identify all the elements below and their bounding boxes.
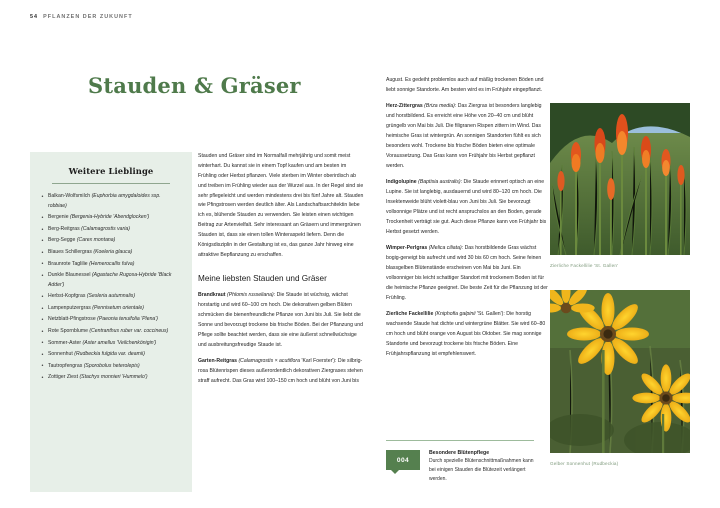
plant-entry-name: Brandkraut (198, 292, 227, 299)
plant-entry (198, 357, 366, 387)
intro-paragraph: Stauden und Gräser sind im Normalfall mehrjährig und somit meist winterhart. Du kannst sie in einem Topf kaufen und am besten im Frühling oder Herbst pflanzen. Viele sterben im Winter oberirdisch ab und treiben im Frühling wieder aus der Wurzel aus. In der Regel sind sie sehr pflegeleicht und werden mindestens drei bis fünf Jahre alt. Stauden wie Pfingstrosen werden deutlich älter. Als Landschaftsarchitektin liebe ich es, blühende Stauden zu verwenden. Sie leisten einen wichtigen Beitrag zur Artenvielfalt. Sehr interessant an Gräsern und immergrünen Stauden ist, dass sie einen tollen Winteraspekt liefern. Denn die Königsdisziplin in der Gestaltung ist es, das ganze Jahr hinweg eine attraktive Bepflanzung zu erschaffen. (198, 153, 364, 258)
plant-entry (386, 310, 548, 359)
tip-number-badge: 004 (386, 450, 420, 470)
continuation-paragraph: August. Es gedeiht problemlos auch auf mäßig trockenen Böden und liebt sonnige Standorte. Am besten wird es im Frühjahr eingepflanzt. (386, 77, 544, 93)
sidebar-divider (52, 183, 170, 184)
sidebar-list-item: • Blaues Schillergras (Koeleria glauca) (48, 248, 180, 258)
plant-entry-text: : Die Staude ist wüchsig, wächst horstartig und wird 60–100 cm hoch. Die dekorativen gelben Blüten schmücken die bienenfreundliche Pflanze von Juni bis Juli. Sie liebt die Sonne und bevorzugt trockene bis frische Böden. Bei der Pflanzung und Pflege sollte beachtet werden, dass sie eine äußerst schnellwüchsige und ausbreitungsfreudige Staude ist. (198, 292, 364, 348)
text-column-right (386, 76, 548, 366)
plant-entry-list-right (386, 102, 548, 359)
plant-entry-text: : Das horstbildende Gras wächst bogig-geneigt bis aufrecht und wird 30 bis 60 cm hoch. Seine feinen blassgelben Blütenstände erscheinen von Mai bis Juni. Ein vollsonniger bis leicht schattiger Standort mit trockenem Boden ist für die heimische Pflanze geeignet. Die beste Zeit für die Pflanzung ist der Frühling. (386, 245, 548, 301)
chapter-title: Stauden & Gräser (88, 73, 301, 98)
tip-divider (386, 440, 534, 441)
plant-entry-text: 'Karl Foerster'): Die silbrig-rosa Blütenrispen dieses außerordentlich dekorativen Ziergrases stehen straff aufrecht. Das Gras wird 100–150 cm hoch und blüht von Juni bis (198, 358, 363, 385)
plant-entry-name: Garten-Reitgras (198, 358, 239, 365)
photo-caption-rudbeckia: Gelber Sonnenhut (Rudbeckia) (550, 461, 619, 466)
running-head (30, 14, 133, 20)
plant-entry-latin: (Kniphofia galpinii (434, 311, 476, 318)
section-subheading: Meine liebsten Stauden und Gräser (198, 273, 327, 283)
plant-entry-name: Indigolupine (386, 179, 419, 186)
plant-entry-list-middle (198, 291, 366, 387)
plant-entry-text: : Die Staude erinnert optisch an eine Lupine. Sie ist langlebig, ausdauernd und wird 80–120 cm hoch. Die Insektenweide blüht violett-blau von Juni bis Juli. Sie bevorzugt vollsonnige Plätze und ist recht anspruchslos an den Boden, gerade Trockenheit verträgt sie gut. Auch diese Pflanze kann von Frühjahr bis Herbst gesetzt werden. (386, 179, 547, 235)
sidebar-favourites-box (30, 152, 192, 492)
sidebar-list-item: • Bergenie (Bergenia-Hybride 'Abendglocken') (48, 213, 180, 223)
sidebar-list-item: • Tautropfengras (Sporobolus heterolepis) (48, 362, 180, 372)
sidebar-list-item: • Balkan-Wolfsmilch (Euphorbia amygdaloides ssp. robbiae) (48, 192, 180, 212)
running-head-title: PFLANZEN DER ZUKUNFT (43, 14, 133, 20)
plant-entry-text: : Das Ziergras ist besonders langlebig und horstbildend. Es erreicht eine Höhe von 20–40 cm und blüht grüngelb von Mai bis Juli. Die filigranen Rispen zittern im Wind. Das heimische Gras ist wintergrün. An sonnigen Standorten fühlt es sich besonders wohl. Trockene bis frische Böden bieten eine optimale Voraussetzung. Das Gras kann von Frühjahr bis Herbst gepflanzt werden. (386, 103, 542, 169)
plant-entry (198, 291, 366, 350)
page-number: 54 (30, 14, 39, 20)
sidebar-list-item: • Dunkle Blaunessel (Agastache Rugosa-Hybride 'Black Adder') (48, 271, 180, 291)
sidebar-list-item: • Berg-Reitgras (Calamagrostis varia) (48, 225, 180, 235)
plant-entry-latin: (Phlomis russeliana) (226, 292, 274, 299)
rudbeckia-image (550, 290, 690, 453)
sidebar-plant-list (30, 192, 192, 383)
plant-entry (386, 178, 548, 237)
sidebar-list-item: • Sonnenhut (Rudbeckia fulgida var. deamii) (48, 350, 180, 360)
plant-entry-text: 'St. Gallen'): Die horstig wachsende Staude hat dichte und wintergrüne Blätter. Sie wird 60–80 cm hoch und blüht orange von August bis Oktober. Sie mag sonnige Standorte und bevorzugt trockene bis frische Böden. Eine Frühjahrspflanzung ist empfehlenswert. (386, 311, 546, 357)
plant-entry-latin: (Melica ciliata) (428, 245, 462, 252)
plant-entry-name: Wimper-Perlgras (386, 245, 429, 252)
plant-entry-name: Zierliche Fackellilie (386, 311, 435, 318)
plant-entry-name: Herz-Zittergras (386, 103, 425, 110)
plant-entry-latin: (Briza media) (424, 103, 455, 110)
photo-caption-torch-lily: Zierliche Fackellilie 'St. Gallen' (550, 263, 619, 268)
plant-entry-latin: (Calamagrostis × acutiflora (238, 358, 301, 365)
tip-box (386, 440, 536, 484)
sidebar-list-item: • Netzblatt-Pfingstrose (Paeonia tenuifolia 'Plena') (48, 315, 180, 325)
photo-rudbeckia (550, 290, 690, 453)
sidebar-list-item: • Lampenputzergras (Pennisetum orientale) (48, 304, 180, 314)
sidebar-list-item: • Herbst-Kopfgras (Sesleria autumnalis) (48, 292, 180, 302)
torch-lily-image (550, 103, 690, 255)
sidebar-list-item: • Rote Spornblume (Centranthus ruber var. coccineus) (48, 327, 180, 337)
sidebar-heading: Weitere Lieblinge (68, 166, 154, 176)
tip-body-text: Durch spezielle Blütenschnittmaßnahmen kann bei einigen Stauden die Blütezeit verlängert werden. (429, 458, 534, 483)
plant-entry-latin: (Baptisia australis) (418, 179, 461, 186)
sidebar-list-item: • Berg-Segge (Carex montana) (48, 236, 180, 246)
tip-title: Besondere Blütenpflege (429, 450, 490, 456)
text-column-middle (198, 152, 366, 394)
sidebar-list-item: • Zottiger Ziest (Stachys monnieri 'Hummelo') (48, 373, 180, 383)
sidebar-list-item: • Sommer-Aster (Aster amellus 'Veilchenkönigin') (48, 339, 180, 349)
photo-torch-lily (550, 103, 690, 255)
sidebar-list-item: • Braunrote Taglilie (Hemerocallis fulva) (48, 260, 180, 270)
plant-entry (386, 102, 548, 171)
plant-entry (386, 244, 548, 303)
